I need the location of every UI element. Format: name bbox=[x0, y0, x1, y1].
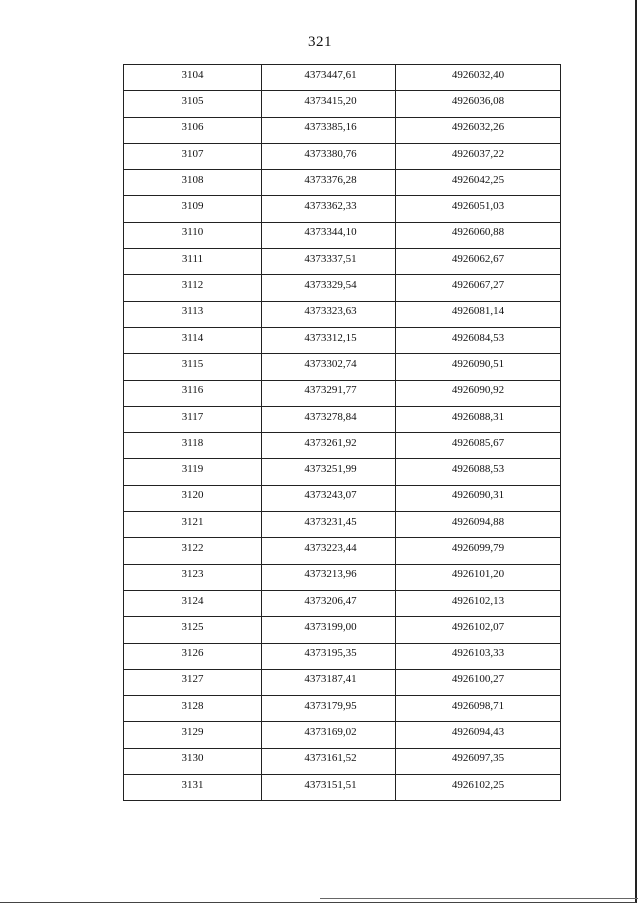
cell-text: 4926090,31 bbox=[451, 489, 505, 502]
cell-text: 3130 bbox=[181, 752, 204, 765]
point-number-cell bbox=[124, 275, 262, 301]
cell-text: 3104 bbox=[181, 68, 204, 81]
point-number-cell bbox=[124, 327, 262, 353]
y-coordinate-cell bbox=[396, 459, 561, 485]
cell-text: 3127 bbox=[181, 673, 204, 686]
table-row bbox=[124, 564, 561, 590]
point-number-cell bbox=[124, 249, 262, 275]
table-row bbox=[124, 669, 561, 695]
y-coordinate-cell bbox=[396, 433, 561, 459]
cell-text: 4926060,88 bbox=[451, 226, 505, 239]
table-row bbox=[124, 538, 561, 564]
table-row bbox=[124, 617, 561, 643]
y-coordinate-cell bbox=[396, 196, 561, 222]
table-row bbox=[124, 643, 561, 669]
x-coordinate-cell bbox=[262, 91, 396, 117]
point-number-cell bbox=[124, 380, 262, 406]
cell-text: 4373291,77 bbox=[304, 384, 357, 397]
cell-text: 3122 bbox=[181, 541, 204, 554]
cell-text: 4926103,33 bbox=[451, 647, 505, 660]
point-number-cell bbox=[124, 485, 262, 511]
table-row bbox=[124, 301, 561, 327]
table-row bbox=[124, 380, 561, 406]
cell-text: 3131 bbox=[181, 778, 204, 791]
cell-text: 3121 bbox=[181, 515, 204, 528]
cell-text: 4373385,16 bbox=[304, 121, 357, 134]
y-coordinate-cell bbox=[396, 91, 561, 117]
y-coordinate-cell bbox=[396, 170, 561, 196]
point-number-cell bbox=[124, 91, 262, 117]
x-coordinate-cell bbox=[262, 748, 396, 774]
cell-text: 4373376,28 bbox=[304, 173, 357, 186]
x-coordinate-cell bbox=[262, 327, 396, 353]
cell-text: 4373169,02 bbox=[304, 726, 357, 739]
x-coordinate-cell bbox=[262, 590, 396, 616]
point-number-cell bbox=[124, 512, 262, 538]
table-row bbox=[124, 722, 561, 748]
x-coordinate-cell bbox=[262, 775, 396, 801]
y-coordinate-cell bbox=[396, 643, 561, 669]
y-coordinate-cell bbox=[396, 301, 561, 327]
y-coordinate-cell bbox=[396, 696, 561, 722]
cell-text: 3115 bbox=[181, 357, 204, 370]
x-coordinate-cell bbox=[262, 512, 396, 538]
table-row bbox=[124, 249, 561, 275]
cell-text: 4926101,20 bbox=[451, 568, 505, 581]
y-coordinate-cell bbox=[396, 722, 561, 748]
cell-text: 4373206,47 bbox=[304, 594, 357, 607]
y-coordinate-cell bbox=[396, 748, 561, 774]
cell-text: 4373362,33 bbox=[304, 200, 357, 213]
cell-text: 4926085,67 bbox=[451, 436, 505, 449]
cell-text: 4373344,10 bbox=[304, 226, 357, 239]
cell-text: 3116 bbox=[181, 384, 204, 397]
point-number-cell bbox=[124, 117, 262, 143]
cell-text: 4373213,96 bbox=[304, 568, 357, 581]
cell-text: 4373199,00 bbox=[304, 620, 357, 633]
cell-text: 4926088,31 bbox=[451, 410, 505, 423]
cell-text: 4926099,79 bbox=[451, 541, 505, 554]
y-coordinate-cell bbox=[396, 65, 561, 91]
x-coordinate-cell bbox=[262, 433, 396, 459]
cell-text: 4926097,35 bbox=[451, 752, 505, 765]
cell-text: 4373251,99 bbox=[304, 463, 357, 476]
cell-text: 3128 bbox=[181, 699, 204, 712]
point-number-cell bbox=[124, 143, 262, 169]
x-coordinate-cell bbox=[262, 722, 396, 748]
table-row bbox=[124, 222, 561, 248]
cell-text: 3107 bbox=[181, 147, 204, 160]
x-coordinate-cell bbox=[262, 380, 396, 406]
x-coordinate-cell bbox=[262, 696, 396, 722]
x-coordinate-cell bbox=[262, 222, 396, 248]
cell-text: 4926067,27 bbox=[451, 279, 505, 292]
point-number-cell bbox=[124, 433, 262, 459]
cell-text: 3113 bbox=[181, 305, 204, 318]
cell-text: 4926032,26 bbox=[451, 121, 505, 134]
cell-text: 3123 bbox=[181, 568, 204, 581]
cell-text: 3111 bbox=[181, 252, 204, 265]
cell-text: 3125 bbox=[181, 620, 204, 633]
table-row bbox=[124, 696, 561, 722]
cell-text: 3118 bbox=[181, 436, 204, 449]
table-row bbox=[124, 485, 561, 511]
x-coordinate-cell bbox=[262, 485, 396, 511]
y-coordinate-cell bbox=[396, 538, 561, 564]
page-number: 321 bbox=[308, 34, 332, 50]
point-number-cell bbox=[124, 775, 262, 801]
x-coordinate-cell bbox=[262, 643, 396, 669]
x-coordinate-cell bbox=[262, 196, 396, 222]
cell-text: 4373179,95 bbox=[304, 699, 357, 712]
cell-text: 4926098,71 bbox=[451, 699, 505, 712]
point-number-cell bbox=[124, 722, 262, 748]
y-coordinate-cell bbox=[396, 406, 561, 432]
y-coordinate-cell bbox=[396, 222, 561, 248]
y-coordinate-cell bbox=[396, 117, 561, 143]
cell-text: 4926102,25 bbox=[451, 778, 505, 791]
cell-text: 4926102,13 bbox=[451, 594, 505, 607]
table-row bbox=[124, 275, 561, 301]
point-number-cell bbox=[124, 748, 262, 774]
cell-text: 4373302,74 bbox=[304, 357, 357, 370]
y-coordinate-cell bbox=[396, 617, 561, 643]
cell-text: 3124 bbox=[181, 594, 204, 607]
cell-text: 4373415,20 bbox=[304, 94, 357, 107]
point-number-cell bbox=[124, 170, 262, 196]
table-row bbox=[124, 65, 561, 91]
y-coordinate-cell bbox=[396, 354, 561, 380]
cell-text: 4926090,51 bbox=[451, 357, 505, 370]
point-number-cell bbox=[124, 354, 262, 380]
cell-text: 3105 bbox=[181, 94, 204, 107]
table-row bbox=[124, 327, 561, 353]
cell-text: 4373261,92 bbox=[304, 436, 357, 449]
x-coordinate-cell bbox=[262, 170, 396, 196]
point-number-cell bbox=[124, 696, 262, 722]
cell-text: 4373187,41 bbox=[304, 673, 357, 686]
point-number-cell bbox=[124, 643, 262, 669]
cell-text: 4373151,51 bbox=[304, 778, 357, 791]
x-coordinate-cell bbox=[262, 117, 396, 143]
x-coordinate-cell bbox=[262, 65, 396, 91]
cell-text: 4373447,61 bbox=[304, 68, 357, 81]
cell-text: 4926094,88 bbox=[451, 515, 505, 528]
table-row bbox=[124, 143, 561, 169]
point-number-cell bbox=[124, 459, 262, 485]
bottom-edge-line bbox=[320, 898, 638, 899]
point-number-cell bbox=[124, 196, 262, 222]
cell-text: 3114 bbox=[181, 331, 204, 344]
x-coordinate-cell bbox=[262, 538, 396, 564]
y-coordinate-cell bbox=[396, 143, 561, 169]
table-row bbox=[124, 354, 561, 380]
point-number-cell bbox=[124, 617, 262, 643]
cell-text: 4373195,35 bbox=[304, 647, 357, 660]
table-row bbox=[124, 170, 561, 196]
cell-text: 4926102,07 bbox=[451, 620, 505, 633]
table-row bbox=[124, 775, 561, 801]
cell-text: 3129 bbox=[181, 726, 204, 739]
x-coordinate-cell bbox=[262, 354, 396, 380]
table-row bbox=[124, 590, 561, 616]
cell-text: 3109 bbox=[181, 200, 204, 213]
cell-text: 4373380,76 bbox=[304, 147, 357, 160]
cell-text: 4373243,07 bbox=[304, 489, 357, 502]
point-number-cell bbox=[124, 564, 262, 590]
y-coordinate-cell bbox=[396, 380, 561, 406]
x-coordinate-cell bbox=[262, 249, 396, 275]
cell-text: 3126 bbox=[181, 647, 204, 660]
cell-text: 4373329,54 bbox=[304, 279, 357, 292]
y-coordinate-cell bbox=[396, 275, 561, 301]
y-coordinate-cell bbox=[396, 590, 561, 616]
x-coordinate-cell bbox=[262, 459, 396, 485]
point-number-cell bbox=[124, 590, 262, 616]
cell-text: 4373223,44 bbox=[304, 541, 357, 554]
y-coordinate-cell bbox=[396, 485, 561, 511]
cell-text: 4926094,43 bbox=[451, 726, 505, 739]
table-row bbox=[124, 748, 561, 774]
y-coordinate-cell bbox=[396, 775, 561, 801]
cell-text: 3119 bbox=[181, 463, 204, 476]
table-row bbox=[124, 512, 561, 538]
cell-text: 4926084,53 bbox=[451, 331, 505, 344]
y-coordinate-cell bbox=[396, 249, 561, 275]
y-coordinate-cell bbox=[396, 669, 561, 695]
cell-text: 4926037,22 bbox=[451, 147, 505, 160]
x-coordinate-cell bbox=[262, 617, 396, 643]
table-row bbox=[124, 91, 561, 117]
point-number-cell bbox=[124, 222, 262, 248]
x-coordinate-cell bbox=[262, 301, 396, 327]
cell-text: 3117 bbox=[181, 410, 204, 423]
cell-text: 4926100,27 bbox=[451, 673, 505, 686]
y-coordinate-cell bbox=[396, 564, 561, 590]
point-number-cell bbox=[124, 538, 262, 564]
cell-text: 4926062,67 bbox=[451, 252, 505, 265]
coordinates-table bbox=[123, 64, 561, 801]
cell-text: 3108 bbox=[181, 173, 204, 186]
table-row bbox=[124, 433, 561, 459]
cell-text: 4926081,14 bbox=[451, 305, 505, 318]
cell-text: 4926090,92 bbox=[451, 384, 505, 397]
y-coordinate-cell bbox=[396, 512, 561, 538]
cell-text: 3110 bbox=[181, 226, 204, 239]
table-row bbox=[124, 459, 561, 485]
cell-text: 4373278,84 bbox=[304, 410, 357, 423]
x-coordinate-cell bbox=[262, 564, 396, 590]
x-coordinate-cell bbox=[262, 143, 396, 169]
point-number-cell bbox=[124, 301, 262, 327]
point-number-cell bbox=[124, 65, 262, 91]
cell-text: 4926042,25 bbox=[451, 173, 505, 186]
cell-text: 4926032,40 bbox=[451, 68, 505, 81]
table-row bbox=[124, 117, 561, 143]
cell-text: 4373161,52 bbox=[304, 752, 357, 765]
cell-text: 4926036,08 bbox=[451, 94, 505, 107]
x-coordinate-cell bbox=[262, 406, 396, 432]
table-row bbox=[124, 406, 561, 432]
cell-text: 4373337,51 bbox=[304, 252, 357, 265]
x-coordinate-cell bbox=[262, 275, 396, 301]
y-coordinate-cell bbox=[396, 327, 561, 353]
x-coordinate-cell bbox=[262, 669, 396, 695]
cell-text: 4373323,63 bbox=[304, 305, 357, 318]
table-row bbox=[124, 196, 561, 222]
cell-text: 4373312,15 bbox=[304, 331, 357, 344]
cell-text: 4926051,03 bbox=[451, 200, 505, 213]
point-number-cell bbox=[124, 406, 262, 432]
cell-text: 4373231,45 bbox=[304, 515, 357, 528]
coordinates-table-body bbox=[124, 65, 561, 801]
point-number-cell bbox=[124, 669, 262, 695]
cell-text: 3112 bbox=[181, 279, 204, 292]
cell-text: 3120 bbox=[181, 489, 204, 502]
cell-text: 3106 bbox=[181, 121, 204, 134]
cell-text: 4926088,53 bbox=[451, 463, 505, 476]
